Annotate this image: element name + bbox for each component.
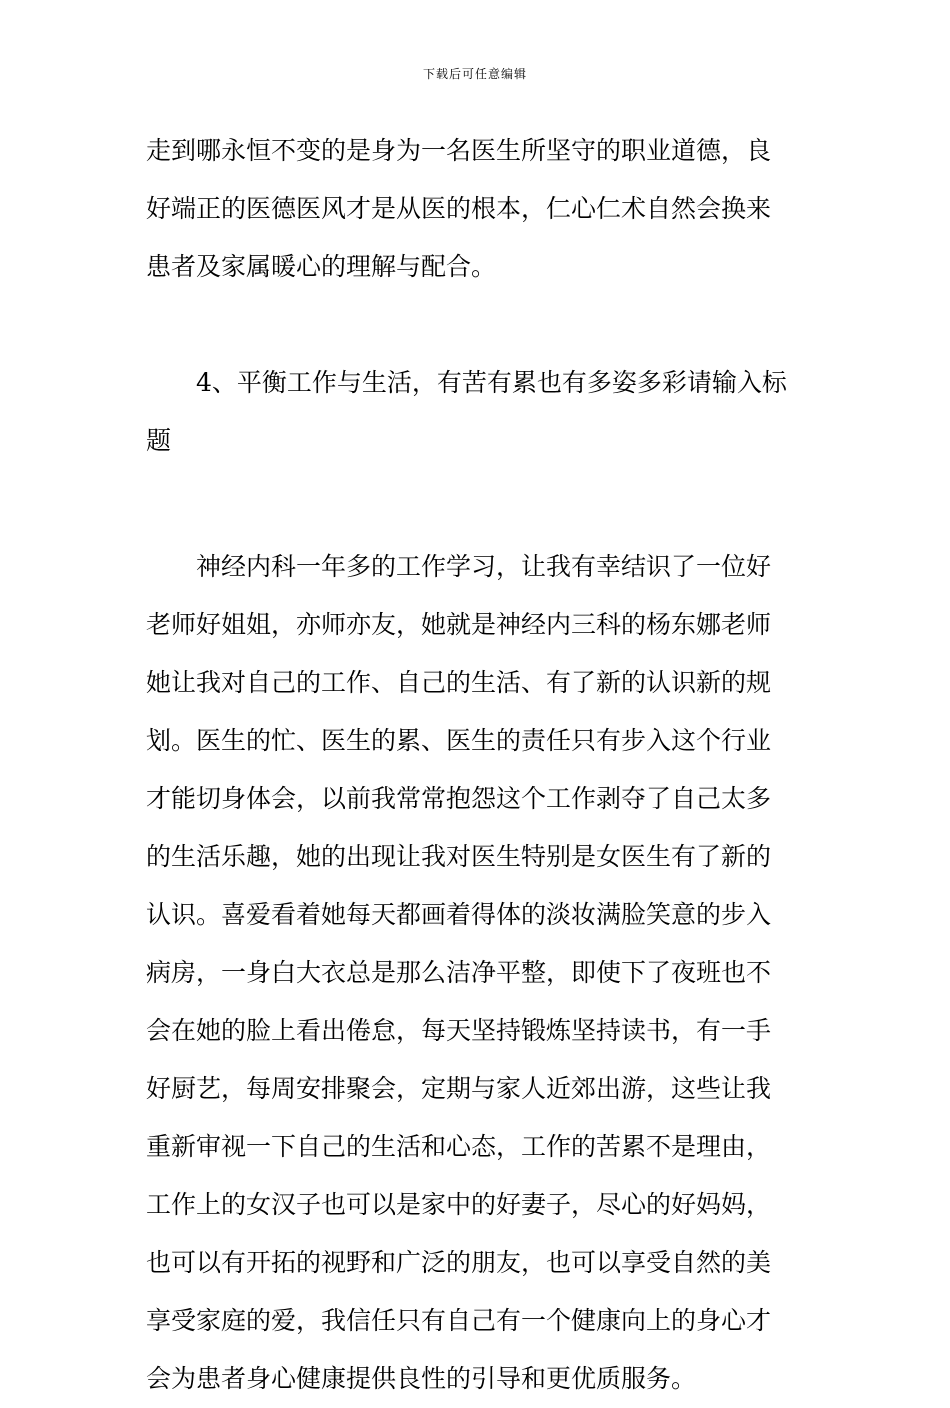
text-line: 老师好姐姐，亦师亦友，她就是神经内三科的杨东娜老师 (146, 610, 772, 639)
paragraph-spacer (146, 296, 808, 354)
text-line: 划。医生的忙、医生的累、医生的责任只有步入这个行业 (146, 726, 772, 755)
text-line: 享受家庭的爱，我信任只有自己有一个健康向上的身心才 (146, 1306, 772, 1335)
document-body (146, 122, 808, 1408)
section-heading-4 (146, 354, 808, 470)
text-line: 她让我对自己的工作、自己的生活、有了新的认识新的规 (146, 668, 772, 697)
text-line: 也可以有开拓的视野和广泛的朋友，也可以享受自然的美 (146, 1248, 772, 1277)
paragraph-professional-ethics (146, 122, 808, 296)
text-line: 好端正的医德医风才是从医的根本，仁心仁术自然会换来 (146, 194, 772, 223)
heading-line: 4、平衡工作与生活，有苦有累也有多姿多彩请输入标 (196, 368, 787, 397)
text-line: 走到哪永恒不变的是身为一名医生所坚守的职业道德，良 (146, 136, 772, 165)
text-line: 病房，一身白大衣总是那么洁净平整，即使下了夜班也不 (146, 958, 772, 987)
paragraph-mentor-story (146, 538, 808, 1408)
text-line: 会在她的脸上看出倦怠，每天坚持锻炼坚持读书，有一手 (146, 1016, 772, 1045)
page-header-note: 下载后可任意编辑 (422, 67, 527, 81)
text-line: 的生活乐趣，她的出现让我对医生特别是女医生有了新的 (146, 842, 772, 871)
text-line: 重新审视一下自己的生活和心态，工作的苦累不是理由， (146, 1132, 772, 1161)
text-line: 认识。喜爱看着她每天都画着得体的淡妆满脸笑意的步入 (146, 900, 772, 929)
text-line: 才能切身体会，以前我常常抱怨这个工作剥夺了自己太多 (146, 784, 772, 813)
text-line: 好厨艺，每周安排聚会，定期与家人近郊出游，这些让我 (146, 1074, 772, 1103)
text-line: 工作上的女汉子也可以是家中的好妻子，尽心的好妈妈， (146, 1190, 772, 1219)
text-line: 患者及家属暖心的理解与配合。 (146, 252, 497, 281)
text-line: 会为患者身心健康提供良性的引导和更优质服务。 (146, 1364, 697, 1393)
paragraph-spacer (146, 470, 808, 538)
heading-line: 题 (146, 426, 172, 455)
text-line: 神经内科一年多的工作学习，让我有幸结识了一位好 (196, 552, 772, 581)
